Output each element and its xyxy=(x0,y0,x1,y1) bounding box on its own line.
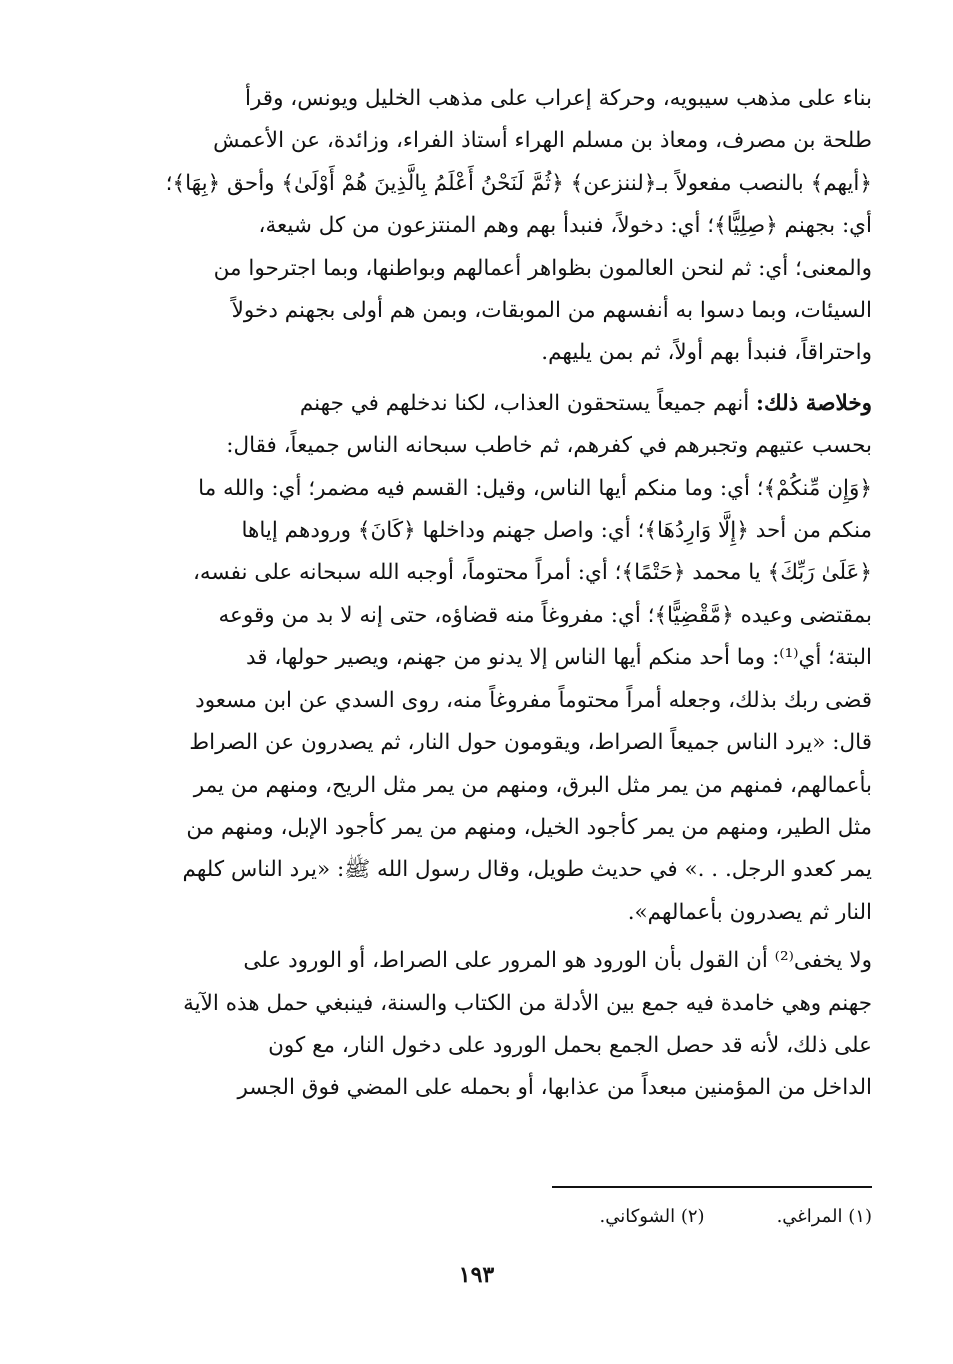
paragraph-2 xyxy=(102,383,872,934)
footnote-2: (٢) الشوكاني. xyxy=(599,1206,705,1227)
paragraph-3: ولا يخفى⁽²⁾ أن القول بأن الورود هو المرور على الصراط، أو الورود على جهنم وهي خامدة فيه جمع بين الأدلة من الكتاب والسنة، فينبغي حمل هذه الآية على ذلك، لأنه قد حصل الجمع بحمل الورود على دخول النار، مع كون الداخل من المؤمنين مبعداً من عذابها، أو بحمله على المضي فوق الجسر xyxy=(183,948,872,1101)
footnote-divider xyxy=(552,1186,872,1188)
summary-heading: وخلاصة ذلك: xyxy=(756,390,872,416)
footnotes xyxy=(352,1202,872,1232)
paragraph-1: بناء على مذهب سيبويه، وحركة إعراب على مذهب الخليل ويونس، وقرأ طلحة بن مصرف، ومعاذ بن مسلم الهراء أستاذ الفراء، وزائدة، عن الأعمش ﴿أيهم﴾ بالنصب مفعولاً بـ﴿لننزعن﴾ ﴿ثُمَّ لَنَحْنُ أَعْلَمُ بِالَّذِينَ هُمْ أَوْلَىٰ﴾ وأحق ﴿بِهَا﴾؛ أي: بجهنم ﴿صِلِيًّا﴾؛ أي: دخولاً، فنبدأ بهم وهم المنتزعون من كل شيعة، والمعنى؛ أي: ثم لنحن العالمون بظواهر أعمالهم وبواطنها، وبما اجترحوا من السيئات، وبما دسوا به أنفسهم من الموبقات، وبمن هم أولى بجهنم دخولاً واحتراقاً، فنبدأ بهم أولاً، ثم بمن يليهم. xyxy=(165,86,872,366)
book-page-body xyxy=(102,78,872,1110)
footnote-1: (١) المراغي. xyxy=(776,1206,872,1227)
page-number: ١٩٣ xyxy=(458,1262,495,1288)
paragraph-2-text: أنهم جميعاً يستحقون العذاب، لكنا ندخلهم في جهنم بحسب عتيهم وتجبرهم في كفرهم، ثم خاطب سبحانه الناس جميعاً، فقال: ﴿وَإِن مِّنكُمْ﴾؛ أي: وما منكم أيها الناس، وقيل: القسم فيه مضمر؛ أي: والله ما منكم من أحد ﴿إِلَّا وَارِدُهَا﴾؛ أي: واصل جهنم وداخلها ﴿كَانَ﴾ ورودهم إياها ﴿عَلَىٰ رَبِّكَ﴾ يا محمد ﴿حَتْمًا﴾؛ أي: أمراً محتوماً، أوجبه الله سبحانه على نفسه، بمقتضى وعيده ﴿مَّقْضِيًّا﴾؛ أي: مفروغاً منه قضاؤه، حتى إنه لا بد من وقوعه البتة؛ أي⁽¹⁾: وما أحد منكم أيها الناس إلا يدنو من جهنم، ويصير حولها، قد قضى ربك بذلك، وجعله أمراً محتوماً مفروغاً منه، روى السدي عن ابن مسعود قال: «يرد الناس جميعاً الصراط، ويقومون حول النار، ثم يصدرون عن الصراط بأعمالهم، فمنهم من يمر مثل البرق، ومنهم من يمر مثل الريح، ومنهم من يمر مثل الطير، ومنهم من يمر كأجود الخيل، ومنهم من يمر كأجود الإبل، ومنهم من يمر كعدو الرجل. . .» في حديث طويل، وقال رسول الله ﷺ: «يرد الناس كلهم النار ثم يصدرون بأعمالهم». xyxy=(182,390,872,925)
